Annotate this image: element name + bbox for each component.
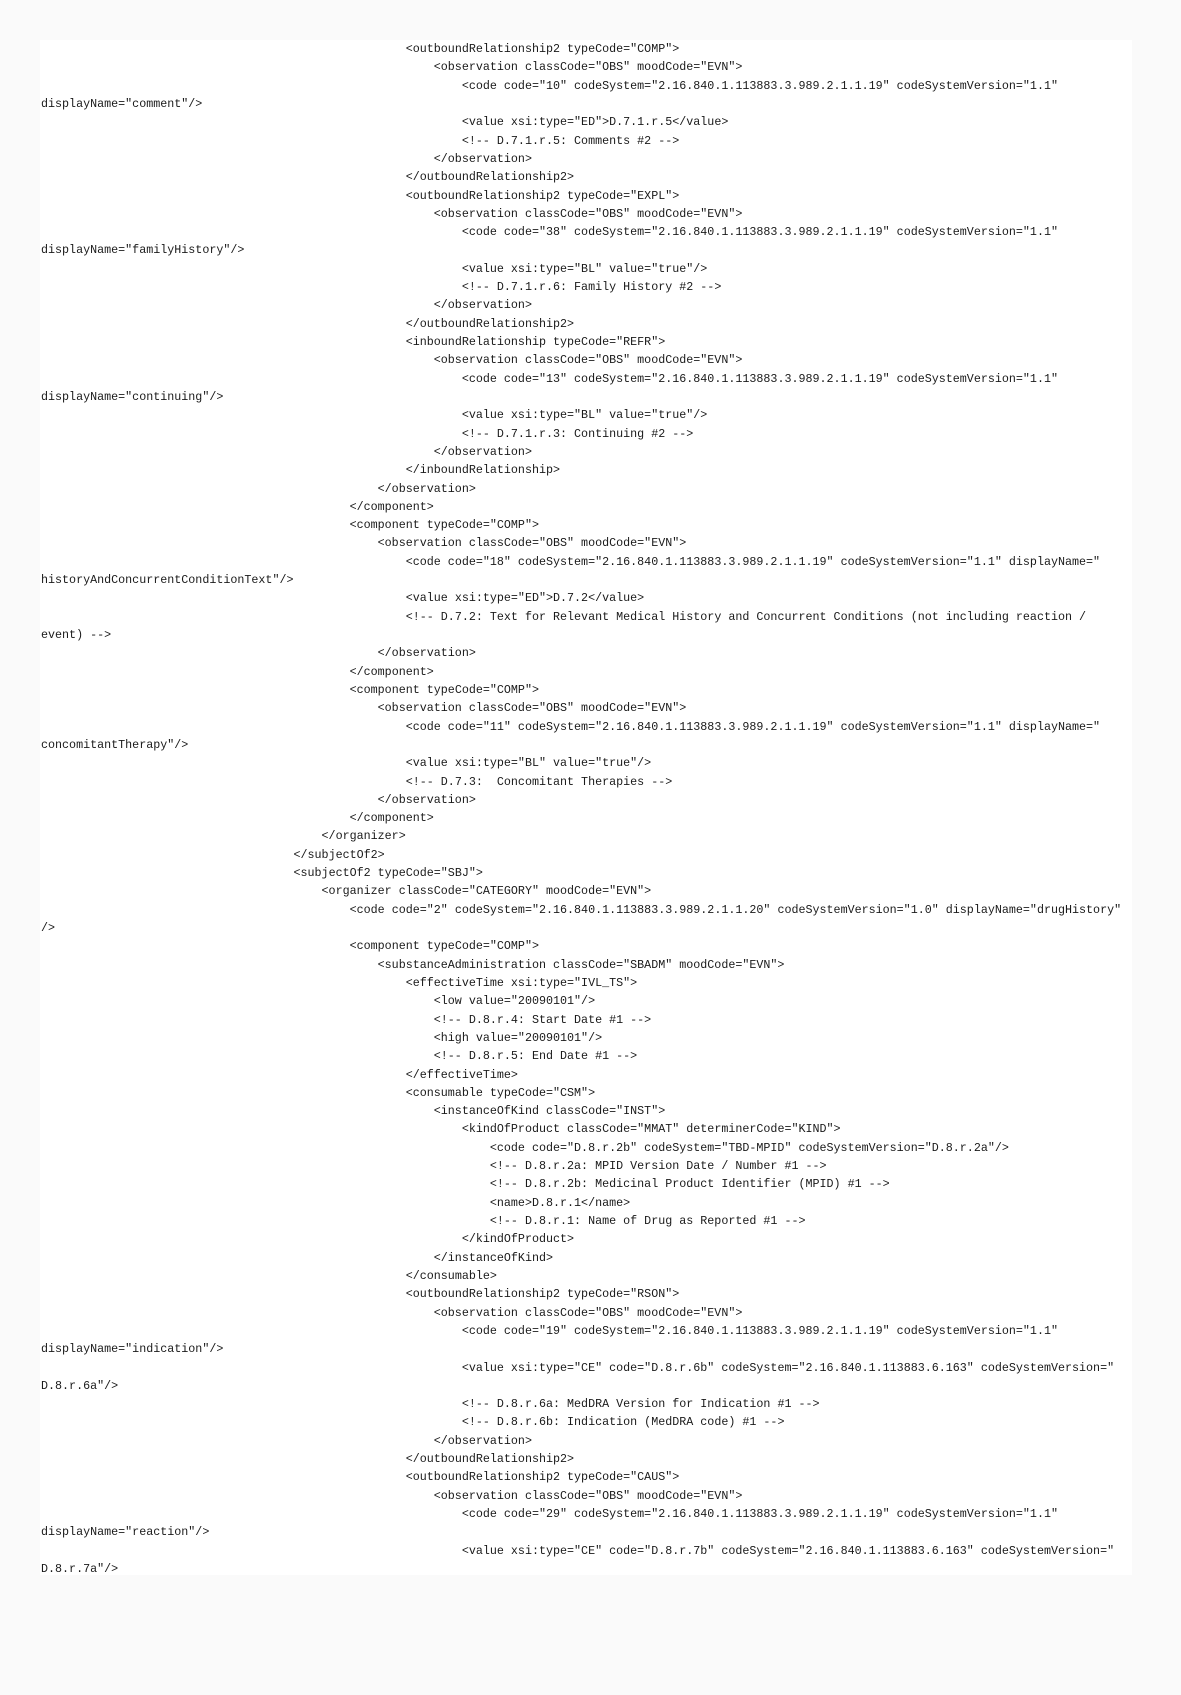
code-text: <observation classCode="OBS" moodCode="EVN">	[433, 206, 743, 221]
code-text: <value xsi:type="ED">D.7.1.r.5</value>	[461, 115, 729, 130]
indent	[41, 1141, 490, 1155]
indent	[41, 408, 462, 422]
code-line	[41, 296, 1121, 314]
code-text: <observation classCode="OBS" moodCode="EVN">	[433, 353, 743, 368]
indent	[41, 884, 322, 898]
code-text: </effectiveTime>	[405, 1067, 518, 1082]
indent	[41, 939, 350, 953]
code-text: <value xsi:type="CE" code="D.8.r.6b" codeSystem="2.16.840.1.113883.6.163" codeSystemVersion="	[461, 1360, 1115, 1375]
code-line	[41, 1468, 1121, 1486]
code-text: </observation>	[433, 444, 532, 459]
code-line	[41, 1011, 1121, 1029]
code-text: </component>	[349, 664, 434, 679]
code-line	[41, 1377, 1121, 1395]
code-text: <high value="20090101"/>	[433, 1030, 603, 1045]
indent	[41, 1214, 490, 1228]
indent	[41, 903, 350, 917]
code-text: D.8.r.7a"/>	[41, 1561, 119, 1576]
code-line	[41, 773, 1121, 791]
indent	[41, 280, 462, 294]
indent	[41, 1544, 462, 1558]
indent	[41, 445, 434, 459]
code-line	[41, 1285, 1121, 1303]
code-text: <component typeCode="COMP">	[349, 939, 539, 954]
code-text: <outboundRelationship2 typeCode="COMP">	[405, 42, 680, 56]
code-line	[41, 718, 1121, 736]
code-text: displayName="comment"/>	[41, 96, 203, 111]
code-line	[41, 113, 1121, 131]
indent	[41, 518, 350, 532]
indent	[41, 1324, 462, 1338]
code-line	[41, 791, 1121, 809]
indent	[41, 134, 462, 148]
code-line	[41, 736, 1121, 754]
code-line	[41, 626, 1121, 644]
code-line	[41, 370, 1121, 388]
code-text: <!-- D.7.1.r.6: Family History #2 -->	[461, 280, 722, 295]
indent	[41, 1489, 434, 1503]
code-text: <value xsi:type="BL" value="true"/>	[405, 756, 652, 771]
code-text: D.8.r.6a"/>	[41, 1378, 119, 1393]
indent	[41, 1068, 406, 1082]
code-text: <code code="D.8.r.2b" codeSystem="TBD-MPID" codeSystemVersion="D.8.r.2a"/>	[489, 1140, 1009, 1155]
xml-code-listing	[41, 40, 1121, 1578]
code-line	[41, 1505, 1121, 1523]
code-text: </component>	[349, 499, 434, 514]
code-line	[41, 168, 1121, 186]
indent	[41, 225, 462, 239]
code-line	[41, 809, 1121, 827]
code-line	[41, 205, 1121, 223]
code-text: displayName="familyHistory"/>	[41, 243, 245, 258]
code-text: </outboundRelationship2>	[405, 170, 575, 185]
code-text: concomitantTherapy"/>	[41, 737, 189, 752]
indent	[41, 1049, 434, 1063]
code-line	[41, 553, 1121, 571]
code-line	[41, 956, 1121, 974]
indent	[41, 866, 294, 880]
code-line	[41, 58, 1121, 76]
code-text: </observation>	[377, 481, 476, 496]
code-line	[41, 480, 1121, 498]
code-line	[41, 95, 1121, 113]
code-line	[41, 1267, 1121, 1285]
indent	[41, 1269, 406, 1283]
code-text: <!-- D.8.r.2b: Medicinal Product Identifier (MPID) #1 -->	[489, 1177, 890, 1192]
code-line	[41, 1359, 1121, 1377]
code-line	[41, 1029, 1121, 1047]
code-line	[41, 992, 1121, 1010]
code-line	[41, 498, 1121, 516]
code-line	[41, 882, 1121, 900]
code-text: <consumable typeCode="CSM">	[405, 1085, 596, 1100]
code-line	[41, 223, 1121, 241]
code-text: </outboundRelationship2>	[405, 1452, 575, 1467]
code-text: <code code="38" codeSystem="2.16.840.1.113883.3.989.2.1.1.19" codeSystemVersion="1.1"	[461, 225, 1058, 240]
code-text: <!-- D.7.2: Text for Relevant Medical History and Concurrent Conditions (not including reaction /	[405, 609, 1087, 624]
code-line	[41, 425, 1121, 443]
indent	[41, 848, 294, 862]
code-text: <value xsi:type="CE" code="D.8.r.7b" codeSystem="2.16.840.1.113883.6.163" codeSystemVersion="	[461, 1543, 1115, 1558]
indent	[41, 335, 406, 349]
code-line	[41, 1322, 1121, 1340]
document-page	[40, 40, 1132, 1575]
indent	[41, 756, 406, 770]
code-line	[41, 681, 1121, 699]
indent	[41, 591, 406, 605]
code-line	[41, 974, 1121, 992]
indent	[41, 207, 434, 221]
indent	[41, 427, 462, 441]
code-line	[41, 260, 1121, 278]
code-line	[41, 516, 1121, 534]
code-line	[41, 1340, 1121, 1358]
indent	[41, 976, 406, 990]
code-line	[41, 278, 1121, 296]
code-text: </observation>	[433, 151, 532, 166]
code-text: <inboundRelationship typeCode="REFR">	[405, 335, 666, 349]
code-line	[41, 388, 1121, 406]
indent	[41, 1122, 462, 1136]
indent	[41, 811, 350, 825]
code-line	[41, 1066, 1121, 1084]
indent	[41, 610, 406, 624]
code-line	[41, 150, 1121, 168]
code-line	[41, 351, 1121, 369]
code-text: <code code="18" codeSystem="2.16.840.1.113883.3.989.2.1.1.19" codeSystemVersion="1.1" displayName="	[405, 554, 1101, 569]
code-text: <!-- D.8.r.1: Name of Drug as Reported #1 -->	[489, 1214, 806, 1228]
indent	[41, 683, 350, 697]
code-text: <value xsi:type="ED">D.7.2</value>	[405, 591, 645, 606]
code-line	[41, 589, 1121, 607]
code-text: <!-- D.8.r.4: Start Date #1 -->	[433, 1012, 652, 1027]
code-line	[41, 461, 1121, 479]
code-text: <!-- D.7.1.r.3: Continuing #2 -->	[461, 426, 694, 441]
indent	[41, 646, 378, 660]
indent	[41, 262, 462, 276]
code-line	[41, 1212, 1121, 1230]
code-line	[41, 241, 1121, 259]
code-text: <outboundRelationship2 typeCode="EXPL">	[405, 188, 680, 203]
indent	[41, 994, 434, 1008]
code-line	[41, 644, 1121, 662]
indent	[41, 1232, 462, 1246]
indent	[41, 42, 406, 56]
code-line	[41, 1102, 1121, 1120]
code-text: <outboundRelationship2 typeCode="CAUS">	[405, 1470, 680, 1485]
code-text: </instanceOfKind>	[433, 1250, 553, 1265]
code-text: <!-- D.8.r.6a: MedDRA Version for Indication #1 -->	[461, 1397, 820, 1412]
indent	[41, 372, 462, 386]
code-line	[41, 1560, 1121, 1578]
code-line	[41, 937, 1121, 955]
code-text: <code code="13" codeSystem="2.16.840.1.113883.3.989.2.1.1.19" codeSystemVersion="1.1"	[461, 371, 1058, 386]
code-text: </observation>	[433, 1433, 532, 1448]
indent	[41, 1397, 462, 1411]
code-text: <organizer classCode="CATEGORY" moodCode="EVN">	[321, 884, 652, 899]
indent	[41, 536, 378, 550]
indent	[41, 1306, 434, 1320]
indent	[41, 958, 378, 972]
indent	[41, 1361, 462, 1375]
code-text: <instanceOfKind classCode="INST">	[433, 1104, 666, 1119]
indent	[41, 463, 406, 477]
code-line	[41, 1413, 1121, 1431]
code-text: </observation>	[377, 792, 476, 807]
code-line	[41, 77, 1121, 95]
code-text: <!-- D.8.r.6b: Indication (MedDRA code) #1 -->	[461, 1415, 785, 1430]
code-line	[41, 443, 1121, 461]
code-text: <code code="29" codeSystem="2.16.840.1.113883.3.989.2.1.1.19" codeSystemVersion="1.1"	[461, 1507, 1058, 1521]
indent	[41, 829, 322, 843]
code-text: <outboundRelationship2 typeCode="RSON">	[405, 1287, 680, 1302]
code-text: <observation classCode="OBS" moodCode="EVN">	[377, 701, 687, 716]
code-line	[41, 1175, 1121, 1193]
indent	[41, 353, 434, 367]
indent	[41, 79, 462, 93]
code-text: <!-- D.7.3: Concomitant Therapies -->	[405, 774, 673, 789]
code-line	[41, 663, 1121, 681]
code-line	[41, 864, 1121, 882]
code-line	[41, 1194, 1121, 1212]
indent	[41, 1415, 462, 1429]
indent	[41, 1434, 434, 1448]
code-line	[41, 827, 1121, 845]
indent	[41, 1086, 406, 1100]
code-text: </consumable>	[405, 1268, 497, 1283]
code-text: displayName="continuing"/>	[41, 389, 224, 404]
indent	[41, 1251, 434, 1265]
indent	[41, 115, 462, 129]
code-line	[41, 1432, 1121, 1450]
code-line	[41, 315, 1121, 333]
indent	[41, 1159, 490, 1173]
code-text: </observation>	[433, 298, 532, 313]
code-line	[41, 608, 1121, 626]
code-text: <code code="11" codeSystem="2.16.840.1.113883.3.989.2.1.1.19" codeSystemVersion="1.1" displayName="	[405, 719, 1101, 734]
code-text: historyAndConcurrentConditionText"/>	[41, 573, 294, 588]
code-line	[41, 1487, 1121, 1505]
code-text: <component typeCode="COMP">	[349, 682, 539, 697]
indent	[41, 500, 350, 514]
indent	[41, 317, 406, 331]
code-text: <observation classCode="OBS" moodCode="EVN">	[433, 1488, 743, 1503]
code-text: </inboundRelationship>	[405, 463, 561, 478]
code-text: displayName="indication"/>	[41, 1342, 224, 1357]
code-line	[41, 406, 1121, 424]
code-line	[41, 132, 1121, 150]
indent	[41, 1031, 434, 1045]
code-line	[41, 754, 1121, 772]
indent	[41, 482, 378, 496]
code-text: <value xsi:type="BL" value="true"/>	[461, 408, 708, 423]
code-text: </organizer>	[321, 829, 406, 844]
indent	[41, 60, 434, 74]
code-line	[41, 699, 1121, 717]
code-text: <value xsi:type="BL" value="true"/>	[461, 261, 708, 276]
code-text: <code code="10" codeSystem="2.16.840.1.113883.3.989.2.1.1.19" codeSystemVersion="1.1"	[461, 78, 1058, 93]
indent	[41, 1507, 462, 1521]
indent	[41, 1196, 490, 1210]
code-line	[41, 187, 1121, 205]
code-line	[41, 1047, 1121, 1065]
code-text: </component>	[349, 811, 434, 826]
code-line	[41, 333, 1121, 351]
code-text: <!-- D.7.1.r.5: Comments #2 -->	[461, 133, 680, 148]
code-line	[41, 1304, 1121, 1322]
code-text: <name>D.8.r.1</name>	[489, 1195, 631, 1210]
code-line	[41, 1542, 1121, 1560]
indent	[41, 1452, 406, 1466]
code-text: <subjectOf2 typeCode="SBJ">	[293, 866, 483, 881]
indent	[41, 665, 350, 679]
indent	[41, 1104, 434, 1118]
code-text: <observation classCode="OBS" moodCode="EVN">	[433, 60, 743, 75]
indent	[41, 152, 434, 166]
code-line	[41, 1157, 1121, 1175]
code-line	[41, 1395, 1121, 1413]
code-text: <kindOfProduct classCode="MMAT" determinerCode="KIND">	[461, 1122, 841, 1137]
code-line	[41, 1084, 1121, 1102]
code-line	[41, 534, 1121, 552]
indent	[41, 170, 406, 184]
code-line	[41, 1249, 1121, 1267]
code-line	[41, 1120, 1121, 1138]
code-text: <observation classCode="OBS" moodCode="EVN">	[377, 536, 687, 551]
indent	[41, 775, 406, 789]
code-text: <low value="20090101"/>	[433, 994, 596, 1009]
code-text: <code code="19" codeSystem="2.16.840.1.113883.3.989.2.1.1.19" codeSystemVersion="1.1"	[461, 1323, 1058, 1338]
code-line	[41, 901, 1121, 919]
code-text: <substanceAdministration classCode="SBADM" moodCode="EVN">	[377, 957, 785, 972]
code-text: <observation classCode="OBS" moodCode="EVN">	[433, 1305, 743, 1320]
code-text: </kindOfProduct>	[461, 1232, 575, 1247]
code-line	[41, 40, 1121, 58]
indent	[41, 701, 378, 715]
code-line	[41, 919, 1121, 937]
code-text: </subjectOf2>	[293, 847, 385, 862]
code-text: <component typeCode="COMP">	[349, 518, 539, 533]
code-text: displayName="reaction"/>	[41, 1525, 210, 1540]
code-text: <code code="2" codeSystem="2.16.840.1.113883.3.989.2.1.1.20" codeSystemVersion="1.0" displayName="drugHistory"	[349, 902, 1122, 917]
indent	[41, 1470, 406, 1484]
code-line	[41, 846, 1121, 864]
code-text: <!-- D.8.r.5: End Date #1 -->	[433, 1049, 638, 1064]
indent	[41, 720, 406, 734]
indent	[41, 555, 406, 569]
code-text: <effectiveTime xsi:type="IVL_TS">	[405, 975, 638, 990]
code-line	[41, 1230, 1121, 1248]
code-text: <!-- D.8.r.2a: MPID Version Date / Number #1 -->	[489, 1159, 827, 1174]
code-text: event) -->	[41, 628, 112, 642]
indent	[41, 1287, 406, 1301]
code-line	[41, 1139, 1121, 1157]
code-text: />	[41, 921, 56, 935]
code-text: </observation>	[377, 646, 476, 661]
indent	[41, 189, 406, 203]
code-line	[41, 571, 1121, 589]
code-line	[41, 1450, 1121, 1468]
code-text: </outboundRelationship2>	[405, 316, 575, 331]
indent	[41, 793, 378, 807]
indent	[41, 1013, 434, 1027]
code-line	[41, 1523, 1121, 1541]
indent	[41, 1177, 490, 1191]
indent	[41, 298, 434, 312]
